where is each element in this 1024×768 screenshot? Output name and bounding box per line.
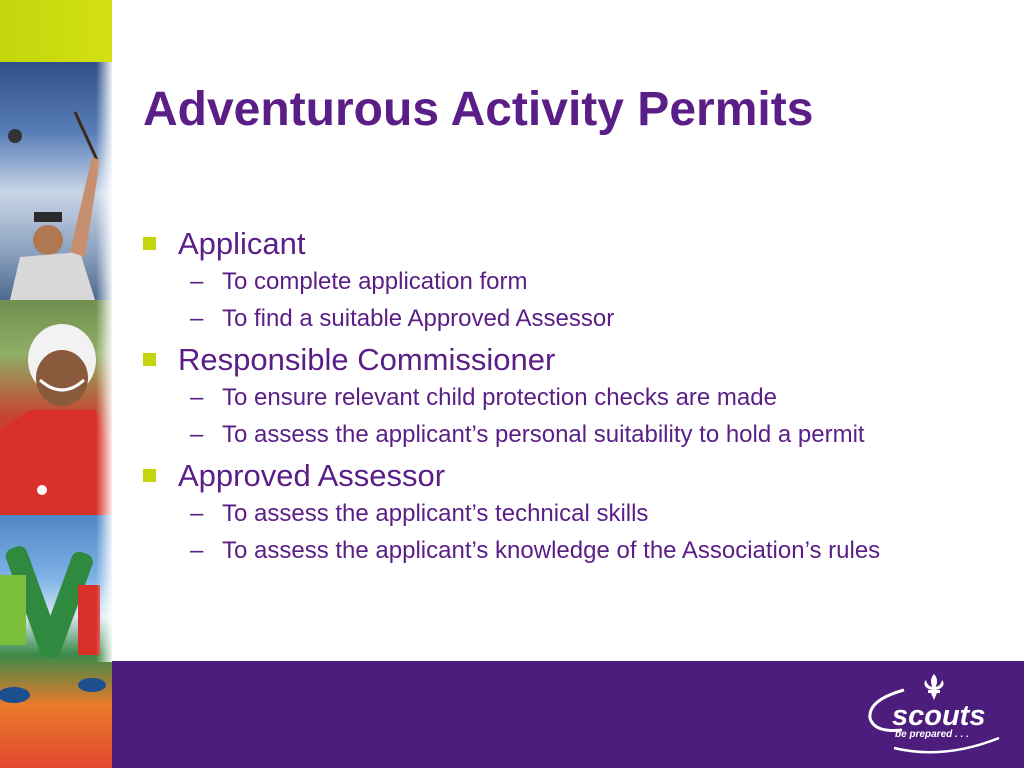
sub-list [140, 498, 1000, 566]
bullet-label: Approved Assessor [178, 458, 446, 493]
bullet-item [140, 224, 1000, 264]
dash-marker: – [190, 500, 204, 527]
sub-item [184, 419, 1000, 450]
dash-marker: – [190, 305, 204, 332]
sub-item-text: To complete application form [222, 268, 528, 295]
accent-block [0, 0, 112, 62]
dash-marker: – [190, 268, 204, 295]
bullet-square-icon [143, 237, 156, 250]
bullet-list [140, 224, 1000, 572]
dash-marker: – [190, 537, 204, 564]
slide-title: Adventurous Activity Permits [143, 83, 814, 136]
scouts-logo-tagline: be prepared . . . [895, 729, 969, 740]
bullet-square-icon [143, 353, 156, 366]
bullet-label: Responsible Commissioner [178, 342, 556, 377]
sub-list [140, 266, 1000, 334]
sub-item-text: To find a suitable Approved Assessor [222, 305, 615, 332]
sub-item [184, 266, 1000, 297]
sub-item [184, 382, 1000, 413]
strip-fade [96, 62, 112, 662]
photo-strip [0, 0, 112, 768]
bullet-item [140, 456, 1000, 496]
dash-marker: – [190, 384, 204, 411]
sub-item [184, 303, 1000, 334]
sub-item-text: To assess the applicant’s personal suitability to hold a permit [222, 421, 865, 448]
scouts-logo-word: scouts [892, 700, 986, 732]
bullet-label: Applicant [178, 226, 306, 261]
sub-list [140, 382, 1000, 450]
dash-marker: – [190, 421, 204, 448]
bullet-square-icon [143, 469, 156, 482]
sub-item-text: To assess the applicant’s technical skills [222, 500, 649, 527]
sub-item [184, 535, 1000, 566]
sub-item-text: To ensure relevant child protection checks are made [222, 384, 777, 411]
bullet-item [140, 340, 1000, 380]
sub-item [184, 498, 1000, 529]
sub-item-text: To assess the applicant’s knowledge of the Association’s rules [222, 537, 881, 564]
